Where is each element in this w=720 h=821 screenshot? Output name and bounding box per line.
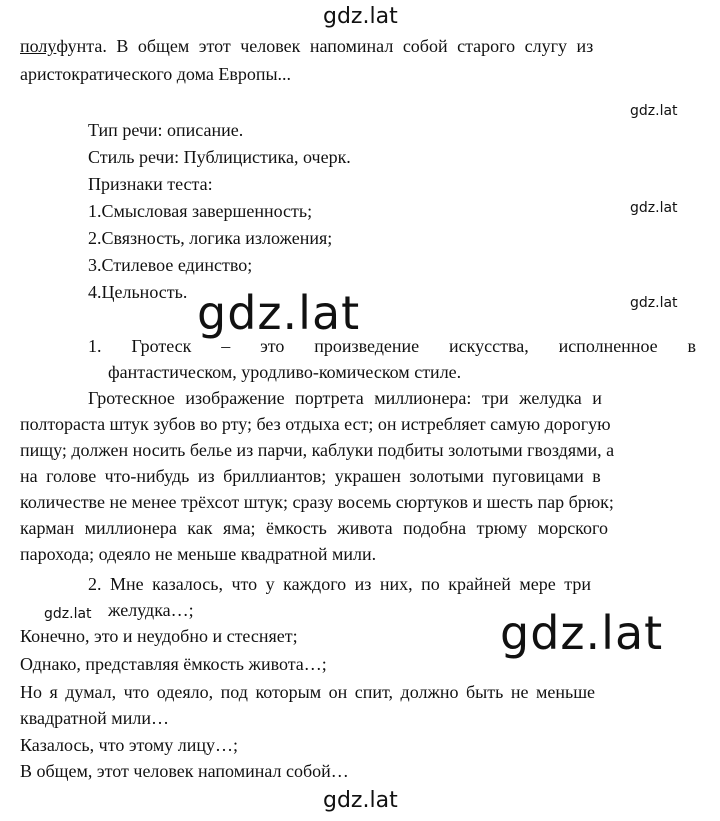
paragraph-line: Гротескное изображение портрета миллионера: три желудка и	[88, 388, 602, 408]
speech-style: Стиль речи: Публицистика, очерк.	[88, 147, 351, 167]
word: исполненное	[558, 336, 658, 356]
quote-line: Казалось, что этому лицу…;	[20, 735, 238, 755]
quote-line: В общем, этот человек напоминал собой…	[20, 761, 349, 781]
word: –	[221, 336, 231, 356]
quote-line: Но я думал, что одеяло, под которым он спит, должно быть не меньше	[20, 682, 596, 702]
feature-item: 3.Стилевое единство;	[88, 255, 253, 275]
quote-line: Конечно, это и неудобно и стесняет;	[20, 626, 298, 646]
paragraph-line: на голове что-нибудь из бриллиантов; украшен золотыми пуговицами в	[20, 466, 601, 486]
opening-line-2: аристократического дома Европы...	[20, 64, 292, 84]
feature-item: 4.Цельность.	[88, 282, 188, 302]
paragraph-line: пищу; должен носить белье из парчи, каблуки подбиты золотыми гвоздями, а	[20, 440, 615, 460]
word: произведение	[314, 336, 420, 356]
watermark-top: gdz.lat	[323, 4, 398, 29]
feature-item: 1.Смысловая завершенность;	[88, 201, 313, 221]
opening-line-1-rest: фунта. В общем этот человек напоминал собой старого слугу из	[56, 36, 594, 56]
word: искусства,	[449, 336, 529, 356]
paragraph-line: парохода; одеяло не меньше квадратной мили.	[20, 544, 377, 564]
watermark-bottom: gdz.lat	[323, 788, 398, 813]
word: это	[260, 336, 285, 356]
paragraph-line: полтораста штук зубов во рту; без отдыха ест; он истребляет самую дорогую	[20, 414, 611, 434]
watermark-right-1: gdz.lat	[630, 103, 678, 119]
paragraph-line: количестве не менее трёхсот штук; сразу восемь сюртуков и шесть пар брюк;	[20, 492, 614, 512]
feature-item: 2.Связность, логика изложения;	[88, 228, 333, 248]
features-heading: Признаки теста:	[88, 174, 213, 194]
watermark-large-1: gdz.lat	[197, 286, 361, 340]
item-2-line-1: 2. Мне казалось, что у каждого из них, по крайней мере три	[88, 574, 591, 594]
word: Гротеск	[131, 336, 192, 356]
watermark-right-2: gdz.lat	[630, 200, 678, 216]
watermark-right-3: gdz.lat	[630, 295, 678, 311]
watermark-left: gdz.lat	[44, 606, 92, 622]
quote-line: квадратной мили…	[20, 708, 169, 728]
grotesque-definition-line-1	[88, 334, 696, 358]
opening-line-1	[20, 34, 700, 58]
grotesque-definition-line-2: фантастическом, уродливо-комическом стиле.	[108, 362, 462, 382]
speech-type: Тип речи: описание.	[88, 120, 244, 140]
quote-line: Однако, представляя ёмкость живота…;	[20, 654, 327, 674]
paragraph-line: карман миллионера как яма; ёмкость живота подобна трюму морского	[20, 518, 608, 538]
word: в	[687, 336, 696, 356]
watermark-large-2: gdz.lat	[500, 606, 664, 660]
underlined-fragment: полу	[20, 36, 57, 56]
item-2-line-2: желудка…;	[108, 600, 194, 620]
word: 1.	[88, 336, 102, 356]
